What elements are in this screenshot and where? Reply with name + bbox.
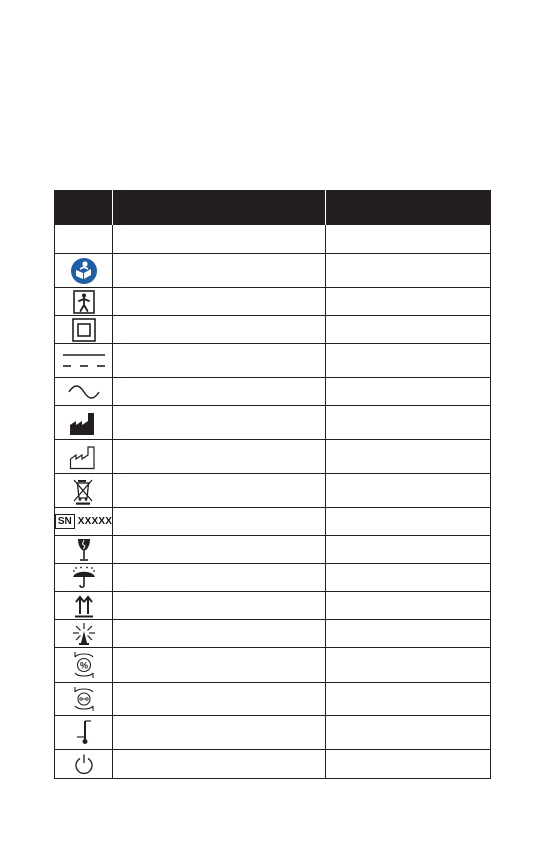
table-row [55, 536, 491, 564]
symbol-cell [55, 592, 113, 620]
table-row [55, 564, 491, 592]
symbol-cell [55, 620, 113, 648]
table-row [55, 225, 491, 254]
table-row [55, 406, 491, 440]
symbol-cell [55, 440, 113, 474]
table-row [55, 316, 491, 344]
fragile-icon [75, 538, 93, 562]
reference-cell [326, 440, 491, 474]
direct-current-icon [61, 351, 107, 371]
reference-cell [326, 288, 491, 316]
symbol-cell [55, 474, 113, 508]
humidity-limit-icon [71, 651, 97, 679]
symbol-cell [55, 225, 113, 254]
date-of-manufacture-icon [69, 444, 99, 470]
table-row [55, 648, 491, 683]
symbol-cell [55, 344, 113, 378]
reference-cell [326, 564, 491, 592]
reference-cell [326, 474, 491, 508]
symbol-cell [55, 288, 113, 316]
read-manual-icon [70, 257, 98, 285]
symbol-cell [55, 406, 113, 440]
this-way-up-icon [74, 594, 94, 618]
table-row [55, 440, 491, 474]
pressure-limit-icon [71, 686, 97, 712]
description-cell [113, 288, 326, 316]
reference-cell [326, 406, 491, 440]
keep-away-from-sunlight-icon [72, 622, 96, 646]
table-header-row [55, 190, 491, 225]
alternating-current-icon [67, 385, 101, 399]
table-row [55, 592, 491, 620]
description-cell [113, 254, 326, 288]
humidity-symbol-text: % [79, 660, 88, 671]
table-row [55, 750, 491, 779]
table-row [55, 254, 491, 288]
temperature-limit-icon [72, 720, 96, 746]
description-cell [113, 378, 326, 406]
symbol-cell [55, 750, 113, 779]
reference-cell [326, 508, 491, 536]
reference-cell [326, 750, 491, 779]
description-cell [113, 750, 326, 779]
header-symbol [55, 190, 113, 225]
table-row [55, 474, 491, 508]
reference-cell [326, 683, 491, 716]
description-cell [113, 474, 326, 508]
reference-cell [326, 254, 491, 288]
reference-cell [326, 225, 491, 254]
description-cell [113, 592, 326, 620]
symbol-cell [55, 716, 113, 750]
reference-cell [326, 648, 491, 683]
serial-number-icon [55, 514, 112, 529]
symbol-cell [55, 378, 113, 406]
weee-crossed-bin-icon [71, 477, 97, 505]
description-cell [113, 716, 326, 750]
description-cell [113, 564, 326, 592]
symbol-cell [55, 254, 113, 288]
table-row [55, 716, 491, 750]
header-reference [326, 190, 491, 225]
reference-cell [326, 378, 491, 406]
symbol-cell [55, 508, 113, 536]
symbol-cell [55, 316, 113, 344]
description-cell [113, 440, 326, 474]
symbol-cell [55, 683, 113, 716]
table-row [55, 378, 491, 406]
reference-cell [326, 536, 491, 564]
reference-cell [326, 592, 491, 620]
header-description [113, 190, 326, 225]
symbols-table [54, 190, 491, 779]
keep-dry-icon [71, 566, 97, 590]
power-on-off-icon [73, 753, 95, 775]
class-ii-equipment-icon [72, 318, 96, 342]
description-cell [113, 508, 326, 536]
description-cell [113, 225, 326, 254]
description-cell [113, 536, 326, 564]
reference-cell [326, 344, 491, 378]
serial-number-label: SN [55, 514, 75, 529]
description-cell [113, 620, 326, 648]
reference-cell [326, 316, 491, 344]
symbol-cell [55, 536, 113, 564]
manufacturer-icon [69, 410, 99, 436]
type-bf-applied-part-icon [73, 290, 95, 314]
description-cell [113, 316, 326, 344]
table-row [55, 288, 491, 316]
description-cell [113, 344, 326, 378]
table-row [55, 344, 491, 378]
serial-number-value: XXXXX [77, 516, 113, 527]
symbol-cell [55, 564, 113, 592]
symbol-cell [55, 648, 113, 683]
reference-cell [326, 620, 491, 648]
description-cell [113, 406, 326, 440]
description-cell [113, 683, 326, 716]
description-cell [113, 648, 326, 683]
table-row [55, 508, 491, 536]
table-row [55, 683, 491, 716]
table-row [55, 620, 491, 648]
reference-cell [326, 716, 491, 750]
